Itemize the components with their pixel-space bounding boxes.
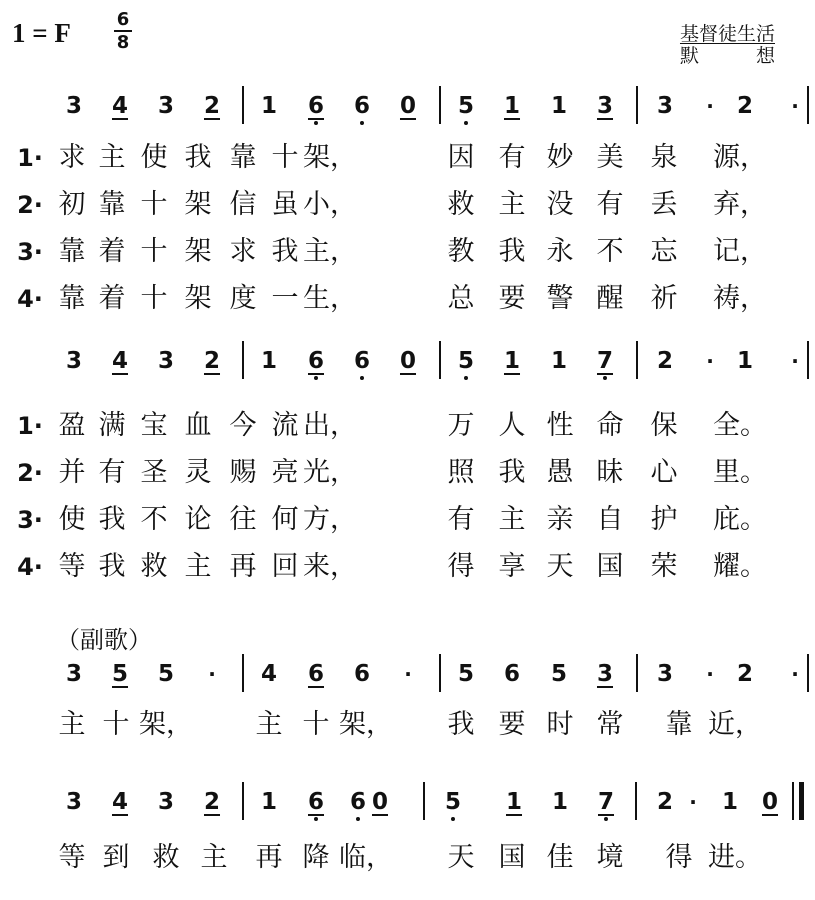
barline [439,341,441,379]
note: 3 [157,93,175,119]
lyric-row [0,453,815,493]
lyric-char: 万 [447,410,475,441]
note: 5 [457,661,475,687]
lyric-char: 得 [665,842,693,873]
note: 4 [260,661,278,687]
lyric-char: 降 [302,842,330,873]
note: 4 [111,93,129,119]
lyric-char: 十 [140,283,168,314]
lyric-char: 耀。 [713,551,767,582]
lyric-row [0,406,815,446]
lower-octave-dot [360,121,364,125]
note: 5 [111,661,129,687]
note: 4 [111,789,129,815]
lyric-char: 十 [140,236,168,267]
lyric-char: 架 [184,283,212,314]
barline [636,341,638,379]
lyric-char: 有 [98,457,126,488]
lower-octave-dot [360,376,364,380]
lyric-char: 救 [152,842,180,873]
lyric-char: 十 [102,709,130,740]
lyric-char: 流 [271,410,299,441]
lyric-char: 自 [596,504,624,535]
final-barline-thin [792,782,794,820]
lyric-char: 初 [58,189,86,220]
time-signature-top: 6 [116,9,130,30]
lyric-char: 保 [650,410,678,441]
lyric-char: 进。 [708,842,762,873]
note: 6 [350,782,366,822]
lyric-char: 庇。 [713,504,767,535]
lyric-char: 主 [255,709,283,740]
note: 5 [550,661,568,687]
credits [680,24,775,68]
note: 6 [308,782,324,822]
verse-number: 1· [17,144,43,172]
lyric-char: 架， [339,709,393,740]
lyric-char: 我 [98,504,126,535]
note: 5 [157,661,175,687]
lyric-char: 主 [200,842,228,873]
lyric-char: 天 [447,842,475,873]
note: 3 [157,789,175,815]
lyric-char: 盈 [58,410,86,441]
lyric-char: 救 [140,551,168,582]
note: 6 [353,661,371,687]
lyric-row [0,547,815,587]
notation-row [0,654,815,694]
notation-row [0,86,815,126]
verse-number: 3· [17,238,43,266]
lyric-char: 没 [546,189,574,220]
lyric-row [0,138,815,178]
lyric-char: 着 [98,236,126,267]
lyric-char: 靠 [58,283,86,314]
lyric-char: 护 [650,504,678,535]
note: 3 [596,661,614,687]
lyric-char: 圣 [140,457,168,488]
note: 2 [656,348,674,374]
lyric-char: 弃， [713,189,767,220]
verse-number: 4· [17,285,43,313]
augmentation-dot: · [404,662,412,686]
lyric-char: 生， [303,283,357,314]
lyric-char: 祷， [713,283,767,314]
note: 3 [656,93,674,119]
lyric-char: 心 [650,457,678,488]
note: 1 [551,789,569,815]
lyric-char: 小， [303,189,357,220]
lyric-char: 回 [271,551,299,582]
lyric-char: 我 [447,709,475,740]
lyric-char: 常 [596,709,624,740]
lyric-char: 警 [546,283,574,314]
lyric-row [0,838,815,878]
lyric-char: 命 [596,410,624,441]
note: 3 [65,661,83,687]
note: 2 [203,348,221,374]
lyric-char: 丢 [650,189,678,220]
barline [242,654,244,692]
barline [636,654,638,692]
lyric-char: 使 [58,504,86,535]
note: 7 [598,782,614,822]
lyric-char: 我 [498,457,526,488]
lyric-char: 记， [713,236,767,267]
lyric-char: 求 [229,236,257,267]
lyric-char: 再 [255,842,283,873]
note: 1 [503,93,521,119]
note: 2 [656,789,674,815]
lyric-row [0,500,815,540]
lyric-char: 虽 [271,189,299,220]
lyric-char: 不 [596,236,624,267]
lyric-char: 源， [713,142,767,173]
verse-number: 1· [17,412,43,440]
lyric-char: 满 [98,410,126,441]
lyric-char: 有 [498,142,526,173]
note: 6 [308,86,324,126]
barline [439,86,441,124]
author-credit [680,46,775,68]
lyric-row [0,705,815,745]
lyric-char: 主 [58,709,86,740]
lyric-char: 性 [546,410,574,441]
note: 6 [307,661,325,687]
note: 3 [65,789,83,815]
barline [636,86,638,124]
lyric-char: 有 [596,189,624,220]
lyric-char: 并 [58,457,86,488]
note: 1 [260,348,278,374]
lower-octave-dot [464,121,468,125]
lyric-char: 得 [447,551,475,582]
lower-octave-dot [604,817,608,821]
note: 0 [761,789,779,815]
lyric-char: 架， [139,709,193,740]
lyric-char: 十 [271,142,299,173]
lyric-char: 我 [498,236,526,267]
note: 2 [736,661,754,687]
author-char: 默 [679,46,699,67]
lower-octave-dot [356,817,360,821]
lyric-char: 一 [271,283,299,314]
lyric-char: 要 [498,283,526,314]
lyric-char: 往 [229,504,257,535]
lyric-row [0,279,815,319]
author-char: 想 [755,46,775,67]
note: 1 [721,789,739,815]
lyric-char: 求 [58,142,86,173]
lyric-char: 享 [498,551,526,582]
lyric-char: 主， [303,236,357,267]
lyric-char: 美 [596,142,624,173]
lyric-char: 血 [184,410,212,441]
augmentation-dot: · [791,349,799,373]
barline [807,654,809,692]
lyric-char: 十 [302,709,330,740]
lyric-char: 全。 [713,410,767,441]
lyric-char: 国 [596,551,624,582]
lyric-char: 醒 [596,283,624,314]
refrain-label: （副歌） [56,626,152,654]
note: 4 [111,348,129,374]
lyric-char: 因 [447,142,475,173]
note: 2 [736,93,754,119]
barline [242,341,244,379]
lyric-char: 等 [58,551,86,582]
lower-octave-dot [464,376,468,380]
lyric-char: 我 [184,142,212,173]
final-barline [799,782,804,820]
lyric-char: 临， [339,842,393,873]
lyric-row [0,232,815,272]
note: 2 [203,93,221,119]
lyric-char: 教 [447,236,475,267]
lyric-char: 有 [447,504,475,535]
verse-number: 2· [17,459,43,487]
lyric-char: 靠 [665,709,693,740]
note: 1 [550,348,568,374]
lyric-char: 近， [708,709,762,740]
lyric-char: 荣 [650,551,678,582]
note: 3 [157,348,175,374]
note: 5 [458,86,474,126]
note: 6 [308,341,324,381]
barline [423,782,425,820]
lyric-char: 使 [140,142,168,173]
lyric-char: 十 [140,189,168,220]
lyric-char: 忘 [650,236,678,267]
barline [242,782,244,820]
lyric-char: 永 [546,236,574,267]
note: 5 [445,782,461,822]
lyric-char: 主 [184,551,212,582]
key-signature: 1 = F [12,18,71,48]
lyric-char: 我 [98,551,126,582]
lyric-char: 祈 [650,283,678,314]
barline [439,654,441,692]
lyric-char: 着 [98,283,126,314]
lyric-char: 来， [303,551,357,582]
augmentation-dot: · [706,94,714,118]
lyric-char: 架， [303,142,357,173]
augmentation-dot: · [706,662,714,686]
barline [807,86,809,124]
lyric-char: 度 [229,283,257,314]
note: 1 [503,348,521,374]
lyric-char: 靠 [98,189,126,220]
lyric-char: 泉 [650,142,678,173]
lyric-char: 主 [498,189,526,220]
lyric-char: 赐 [229,457,257,488]
verse-number: 2· [17,191,43,219]
lyric-char: 佳 [546,842,574,873]
lyric-row [0,185,815,225]
note: 1 [736,348,754,374]
augmentation-dot: · [791,94,799,118]
time-signature [114,11,132,51]
verse-number: 3· [17,506,43,534]
barline [807,341,809,379]
note: 5 [458,341,474,381]
source-credit: 基督徒生活 [679,24,775,45]
lyric-char: 何 [271,504,299,535]
lyric-char: 救 [447,189,475,220]
lyric-char: 境 [596,842,624,873]
lyric-char: 架 [184,236,212,267]
note: 3 [65,348,83,374]
note: 1 [505,789,523,815]
notation-row [0,341,815,381]
augmentation-dot: · [689,790,697,814]
lyric-char: 国 [498,842,526,873]
lyric-char: 信 [229,189,257,220]
note: 0 [399,348,417,374]
augmentation-dot: · [791,662,799,686]
note: 7 [597,341,613,381]
note: 6 [354,341,370,381]
note: 6 [354,86,370,126]
note: 1 [260,93,278,119]
lyric-char: 要 [498,709,526,740]
lyric-char: 宝 [140,410,168,441]
notation-row [0,782,815,822]
lower-octave-dot [314,376,318,380]
lyric-char: 不 [140,504,168,535]
lyric-char: 天 [546,551,574,582]
lyric-char: 出， [303,410,357,441]
lyric-char: 灵 [184,457,212,488]
note: 3 [596,93,614,119]
lyric-char: 到 [102,842,130,873]
note: 1 [260,789,278,815]
lower-octave-dot [314,121,318,125]
lower-octave-dot [451,817,455,821]
lyric-char: 愚 [546,457,574,488]
lyric-char: 照 [447,457,475,488]
lyric-char: 昧 [596,457,624,488]
note: 6 [503,661,521,687]
note: 1 [550,93,568,119]
lyric-char: 论 [184,504,212,535]
lyric-char: 人 [498,410,526,441]
lyric-char: 妙 [546,142,574,173]
lyric-char: 里。 [713,457,767,488]
lyric-char: 光， [303,457,357,488]
lyric-char: 时 [546,709,574,740]
lyric-char: 亲 [546,504,574,535]
note: 0 [399,93,417,119]
lyric-char: 靠 [229,142,257,173]
lyric-char: 架 [184,189,212,220]
lyric-char: 等 [58,842,86,873]
time-signature-bottom: 8 [116,32,130,53]
lyric-char: 再 [229,551,257,582]
note: 2 [203,789,221,815]
lower-octave-dot [603,376,607,380]
augmentation-dot: · [706,349,714,373]
lyric-char: 主 [498,504,526,535]
note: 3 [65,93,83,119]
barline [635,782,637,820]
barline [242,86,244,124]
lower-octave-dot [314,817,318,821]
lyric-char: 今 [229,410,257,441]
lyric-char: 靠 [58,236,86,267]
lyric-char: 亮 [271,457,299,488]
lyric-char: 方， [303,504,357,535]
lyric-char: 主 [98,142,126,173]
lyric-char: 我 [271,236,299,267]
augmentation-dot: · [208,662,216,686]
lyric-char: 总 [447,283,475,314]
verse-number: 4· [17,553,43,581]
note: 3 [656,661,674,687]
note: 0 [371,789,389,815]
